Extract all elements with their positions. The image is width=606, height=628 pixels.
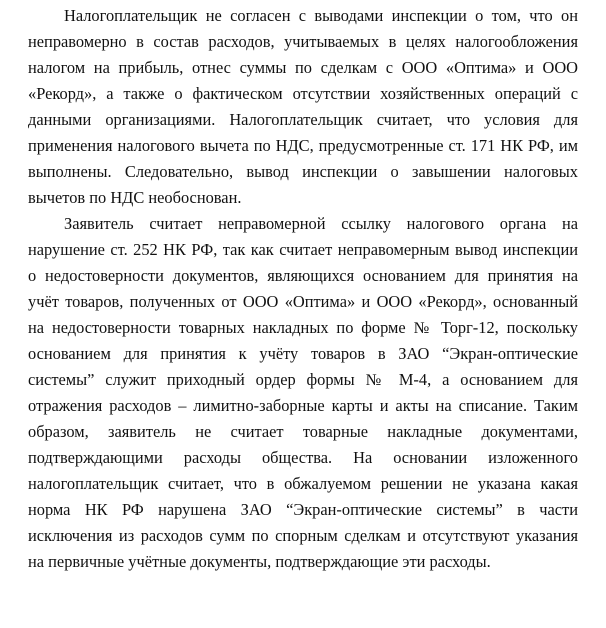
paragraph-1 bbox=[28, 3, 578, 211]
text-line: на недостоверности товарных накладных по форме № Торг-12, поскольку bbox=[28, 318, 578, 337]
text-line: подтверждающими расходы общества. На основании изложенного bbox=[28, 448, 578, 467]
text-line: о недостоверности документов, являющихся основанием для принятия на bbox=[28, 266, 578, 285]
text-line: вычетов по НДС необоснован. bbox=[28, 188, 242, 207]
text-line: исключения из расходов сумм по спорным сделкам и отсутствуют указания bbox=[28, 526, 578, 545]
text-line: выполнены. Следовательно, вывод инспекции о завышении налоговых bbox=[28, 162, 578, 181]
text-line: данными организациями. Налогоплательщик считает, что условия для bbox=[28, 110, 578, 129]
text-line: нарушение ст. 252 НК РФ, так как считает неправомерным вывод инспекции bbox=[28, 240, 578, 259]
text-line: Налогоплательщик не согласен с выводами инспекции о том, что он bbox=[64, 6, 578, 25]
text-line: системы” служит приходный ордер формы № М-4, а основанием для bbox=[28, 370, 578, 389]
text-line: образом, заявитель не считает товарные накладные документами, bbox=[28, 422, 578, 441]
text-line: отражения расходов – лимитно-заборные карты и акты на списание. Таким bbox=[28, 396, 578, 415]
text-line: норма НК РФ нарушена ЗАО “Экран-оптические системы” в части bbox=[28, 500, 578, 519]
text-line: основанием для принятия к учёту товаров в ЗАО “Экран-оптические bbox=[28, 344, 578, 363]
text-line: на первичные учётные документы, подтверждающие эти расходы. bbox=[28, 552, 491, 571]
text-line: налогоплательщик считает, что в обжалуемом решении не указана какая bbox=[28, 474, 578, 493]
text-line: «Рекорд», а также о фактическом отсутствии хозяйственных операций с bbox=[28, 84, 578, 103]
text-line: учёт товаров, полученных от ООО «Оптима» и ООО «Рекорд», основанный bbox=[28, 292, 578, 311]
text-line: налогом на прибыль, отнес суммы по сделкам с ООО «Оптима» и ООО bbox=[28, 58, 578, 77]
text-line: применения налогового вычета по НДС, предусмотренные ст. 171 НК РФ, им bbox=[28, 136, 578, 155]
text-line: неправомерно в состав расходов, учитываемых в целях налогообложения bbox=[28, 32, 578, 51]
text-line: Заявитель считает неправомерной ссылку налогового органа на bbox=[64, 214, 578, 233]
paragraph-2 bbox=[28, 211, 578, 575]
